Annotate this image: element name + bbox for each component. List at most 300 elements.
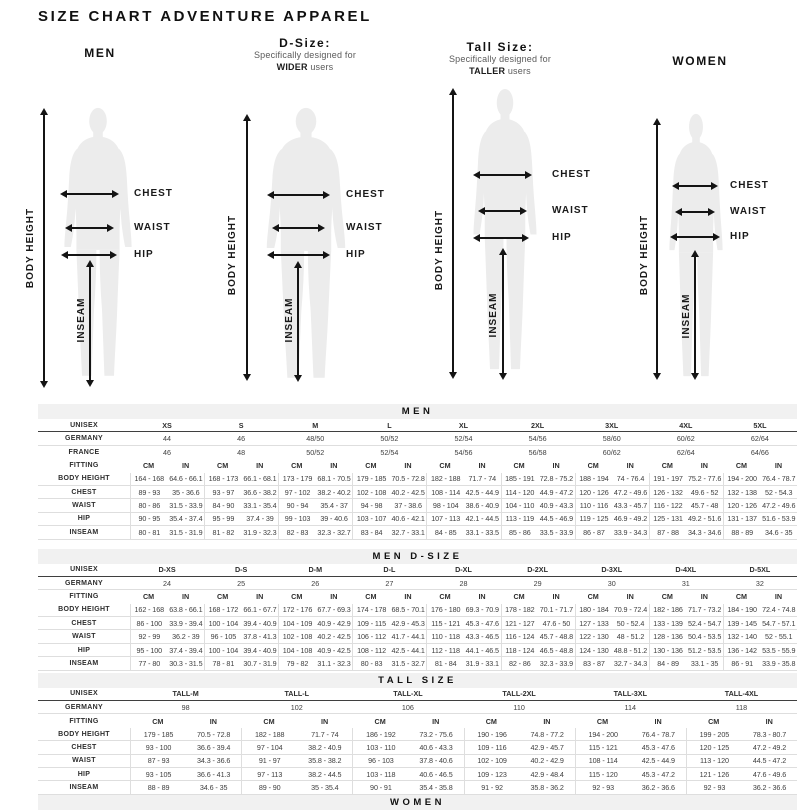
cm-value: 120 - 126 — [727, 501, 757, 511]
in-value: 33.1 - 35 — [690, 658, 719, 668]
value-group — [575, 604, 649, 616]
cm-value: 199 - 205 — [699, 729, 730, 739]
value-group — [501, 499, 575, 511]
in-value: 51.6 - 53.9 — [762, 514, 796, 524]
figure-heading-d-size — [235, 36, 375, 73]
cm-value: 87 - 93 — [147, 756, 170, 766]
value-group — [352, 499, 426, 511]
size-header-xs: XS — [162, 420, 172, 430]
men-row-hip — [38, 513, 797, 526]
in-value: 40.2 - 42.5 — [317, 632, 351, 642]
cm-value: 93 - 100 — [145, 742, 172, 752]
d-size-waist-arrow — [274, 227, 323, 229]
in-value: 37.8 - 41.3 — [243, 632, 277, 642]
cm-value: 80 - 81 — [138, 527, 161, 537]
row-label-inseam: INSEAM — [69, 659, 99, 667]
value-group — [241, 781, 352, 793]
meta-value: 114 — [624, 702, 636, 712]
unit-cm: CM — [596, 716, 609, 726]
unit-in: IN — [209, 716, 217, 726]
size-header-tall-2xl: TALL-2XL — [502, 689, 536, 699]
cm-value: 97 - 113 — [257, 769, 283, 779]
in-value: 40.2 - 42.5 — [391, 487, 425, 497]
cm-value: 102 - 108 — [282, 632, 313, 642]
meta-value: 106 — [401, 702, 414, 712]
size-header-d-5xl: D-5XL — [749, 565, 771, 575]
value-group — [278, 630, 352, 642]
cm-value: 83 - 87 — [583, 658, 605, 668]
unit-in: IN — [552, 461, 560, 471]
in-value: 45.3 - 47.6 — [641, 742, 675, 752]
meta-value: 32 — [755, 578, 764, 588]
cm-value: 188 - 194 — [579, 474, 609, 484]
in-value: 71.7 - 74 — [311, 729, 339, 739]
men-d-size-row-inseam — [38, 657, 797, 670]
in-value: 47.2 - 49.2 — [752, 742, 787, 752]
in-value: 35.8 - 38.2 — [308, 756, 342, 766]
size-table-tall-size — [38, 673, 797, 795]
meta-value: 54/56 — [454, 447, 473, 457]
tall-waist-label: WAIST — [552, 205, 589, 216]
meta-value: 98 — [181, 702, 190, 712]
in-value: 31.5 - 31.9 — [169, 527, 203, 537]
value-group — [278, 617, 352, 629]
page-title: SIZE CHART ADVENTURE APPAREL — [38, 8, 372, 25]
cm-value: 96 - 103 — [368, 756, 394, 766]
d-size-body-height-label: BODY HEIGHT — [227, 214, 238, 296]
in-value: 31.1 - 32.3 — [317, 658, 351, 668]
in-value: 68.1 - 70.5 — [317, 474, 351, 484]
in-value: 45.7 - 48 — [690, 501, 719, 511]
men-waist-arrow — [67, 227, 112, 229]
value-group — [204, 630, 278, 642]
unit-in: IN — [700, 461, 708, 471]
in-value: 47.6 - 49.6 — [752, 769, 787, 779]
in-value: 74.8 - 77.2 — [530, 729, 564, 739]
meta-value: 48/50 — [306, 434, 325, 444]
in-value: 32.7 - 33.1 — [391, 527, 425, 537]
value-group — [575, 630, 649, 642]
value-group — [130, 617, 204, 629]
value-group — [501, 657, 575, 669]
row-label-fitting: FITTING — [69, 462, 99, 470]
value-group — [352, 513, 426, 525]
value-group — [278, 513, 352, 525]
unit-cm: CM — [263, 716, 275, 726]
size-header-d-2xl: D-2XL — [527, 565, 548, 575]
value-group — [723, 473, 797, 485]
cm-value: 182 - 186 — [653, 605, 683, 615]
value-group — [649, 513, 723, 525]
cm-value: 92 - 93 — [592, 783, 615, 793]
value-group — [278, 473, 352, 485]
unit-group — [575, 590, 649, 603]
unit-in: IN — [543, 716, 551, 726]
unit-group — [352, 714, 463, 727]
men-d-size-row-germany — [38, 577, 797, 590]
d-size-heading: D-Size: — [279, 36, 331, 50]
unit-group — [352, 590, 426, 603]
in-value: 36.2 - 36.6 — [752, 783, 787, 793]
value-group — [723, 617, 797, 629]
value-group — [575, 728, 686, 740]
cm-value: 92 - 99 — [138, 632, 161, 642]
tall-size-row-unisex — [38, 688, 797, 701]
unit-cm: CM — [708, 716, 720, 726]
value-group — [278, 657, 352, 669]
unit-group — [426, 590, 500, 603]
value-group — [352, 526, 426, 538]
value-group — [649, 526, 723, 538]
unit-group — [352, 459, 426, 472]
row-label-hip: HIP — [77, 646, 91, 654]
tall-size-row-waist — [38, 755, 797, 768]
value-group — [686, 741, 797, 753]
in-value: 66.1 - 67.7 — [243, 605, 277, 615]
value-group — [575, 486, 649, 498]
value-group — [130, 630, 204, 642]
value-group — [575, 741, 686, 753]
unit-in: IN — [626, 461, 634, 471]
value-group — [204, 617, 278, 629]
size-header-tall-3xl: TALL-3XL — [613, 689, 647, 699]
in-value: 72.4 - 74.8 — [762, 605, 796, 615]
in-value: 33.9 - 39.4 — [169, 618, 203, 628]
value-group — [686, 768, 797, 780]
men-row-waist — [38, 499, 797, 512]
value-group — [501, 473, 575, 485]
value-group — [575, 513, 649, 525]
in-value: 39.4 - 40.9 — [243, 618, 277, 628]
in-value: 35.8 - 36.2 — [530, 783, 564, 793]
meta-value: 110 — [513, 702, 525, 712]
in-value: 35 - 35.4 — [311, 783, 339, 793]
in-value: 42.5 - 44.9 — [465, 487, 499, 497]
women-chest-arrow — [674, 185, 716, 187]
d-size-chest-arrow — [269, 194, 328, 196]
size-header-tall-xl: TALL-XL — [393, 689, 423, 699]
cm-value: 132 - 138 — [727, 487, 757, 497]
unit-group — [278, 459, 352, 472]
in-value: 32.3 - 33.9 — [539, 658, 574, 668]
cm-value: 89 - 93 — [138, 487, 161, 497]
unit-cm: CM — [661, 592, 673, 602]
meta-value: 60/62 — [602, 447, 621, 457]
unit-in: IN — [320, 716, 329, 726]
unit-cm: CM — [291, 461, 303, 471]
cm-value: 90 - 95 — [138, 514, 161, 524]
cm-value: 84 - 90 — [212, 501, 235, 511]
cm-value: 93 - 97 — [212, 487, 235, 497]
value-group — [204, 513, 278, 525]
cm-value: 185 - 191 — [505, 474, 535, 484]
cm-value: 112 - 118 — [431, 645, 460, 655]
cm-value: 91 - 92 — [481, 783, 503, 793]
meta-value: 29 — [533, 578, 542, 588]
value-group — [204, 526, 278, 538]
tall-size-row-body-height — [38, 728, 797, 741]
row-label-unisex: UNISEX — [70, 421, 98, 429]
unit-cm: CM — [587, 461, 599, 471]
cm-value: 87 - 88 — [657, 527, 679, 537]
size-header-tall-m: TALL-M — [172, 689, 199, 699]
in-value: 33.9 - 34.3 — [613, 527, 648, 537]
size-header-d-l: D-L — [383, 565, 396, 575]
value-group — [723, 644, 797, 656]
size-header-d-m: D-M — [308, 565, 323, 575]
cm-value: 174 - 178 — [356, 605, 387, 615]
value-group — [723, 604, 797, 616]
d-size-subtitle-bold: WIDER — [276, 61, 308, 72]
tall-body-height-label: BODY HEIGHT — [434, 209, 445, 291]
meta-value: 46 — [237, 434, 246, 444]
cm-value: 179 - 185 — [356, 474, 387, 484]
value-group — [649, 657, 723, 669]
cm-value: 95 - 100 — [136, 645, 163, 655]
cm-value: 116 - 122 — [653, 501, 683, 511]
unit-in: IN — [700, 592, 708, 602]
cm-value: 80 - 83 — [360, 658, 383, 668]
cm-value: 164 - 168 — [134, 474, 165, 484]
in-value: 39.4 - 40.9 — [243, 645, 277, 655]
size-header-d-s: D-S — [234, 565, 248, 575]
cm-value: 99 - 103 — [284, 514, 311, 524]
meta-value: 56/58 — [528, 447, 547, 457]
in-value: 35 - 36.6 — [172, 487, 200, 497]
women-heading: WOMEN — [672, 54, 728, 68]
in-value: 70.5 - 72.8 — [197, 729, 231, 739]
in-value: 33.1 - 35.4 — [243, 501, 277, 511]
value-group — [278, 486, 352, 498]
unit-group — [464, 714, 575, 727]
unit-in: IN — [626, 592, 634, 602]
value-group — [723, 486, 797, 498]
in-value: 37.4 - 39 — [246, 514, 274, 524]
unit-in: IN — [256, 461, 264, 471]
tall-waist-arrow — [480, 210, 525, 212]
unit-group — [426, 459, 500, 472]
in-value: 40.9 - 42.9 — [317, 618, 351, 628]
row-label-body-height: BODY HEIGHT — [58, 475, 110, 483]
in-value: 46.5 - 48.8 — [539, 645, 574, 655]
men-chest-arrow — [62, 193, 117, 195]
men-d-size-row-body-height — [38, 604, 797, 617]
value-group — [464, 781, 575, 793]
in-value: 50 - 52.4 — [616, 618, 645, 628]
meta-value: 50/52 — [380, 434, 399, 444]
size-header-xl: XL — [458, 420, 469, 430]
cm-value: 83 - 84 — [360, 527, 383, 537]
unit-in: IN — [774, 592, 783, 602]
men-d-size-row-waist — [38, 630, 797, 643]
value-group — [130, 657, 204, 669]
meta-value: 118 — [735, 702, 748, 712]
cm-value: 97 - 104 — [256, 742, 283, 752]
in-value: 31.9 - 33.1 — [465, 658, 499, 668]
value-group — [204, 473, 278, 485]
unit-cm: CM — [485, 716, 497, 726]
in-value: 40.6 - 46.5 — [419, 769, 453, 779]
in-value: 54.7 - 57.1 — [762, 618, 796, 628]
cm-value: 114 - 120 — [505, 487, 535, 497]
cm-value: 190 - 196 — [477, 729, 507, 739]
value-group — [241, 728, 352, 740]
cm-value: 81 - 82 — [212, 527, 235, 537]
in-value: 38.6 - 40.9 — [465, 501, 499, 511]
in-value: 67.7 - 69.3 — [317, 605, 351, 615]
in-value: 64.6 - 66.1 — [169, 474, 203, 484]
in-value: 76.4 - 78.7 — [641, 729, 675, 739]
size-header-d-xl: D-XL — [455, 565, 472, 575]
cm-value: 104 - 109 — [282, 618, 313, 628]
women-waist-label: WAIST — [730, 206, 767, 217]
size-header-2xl: 2XL — [531, 420, 545, 430]
cm-value: 113 - 120 — [699, 756, 729, 766]
men-body-height-label: BODY HEIGHT — [25, 207, 36, 289]
in-value: 34.6 - 35 — [199, 783, 228, 793]
unit-in: IN — [478, 461, 486, 471]
row-label-inseam: INSEAM — [69, 784, 99, 792]
in-value: 37.8 - 40.6 — [419, 756, 453, 766]
cm-value: 115 - 121 — [431, 618, 461, 628]
men-heading: MEN — [84, 46, 116, 60]
figure-heading-women — [655, 54, 745, 68]
cm-value: 102 - 109 — [477, 756, 507, 766]
in-value: 47.2 - 49.6 — [762, 501, 796, 511]
in-value: 52.4 - 54.7 — [687, 618, 722, 628]
unit-group — [204, 590, 278, 603]
unit-in: IN — [404, 592, 412, 602]
value-group — [575, 657, 649, 669]
table-title-men: MEN — [38, 404, 797, 419]
cm-value: 162 - 168 — [134, 605, 165, 615]
value-group — [204, 657, 278, 669]
in-value: 42.9 - 48.4 — [530, 769, 564, 779]
cm-value: 96 - 105 — [210, 632, 237, 642]
cm-value: 132 - 140 — [727, 632, 757, 642]
value-group — [501, 604, 575, 616]
in-value: 42.9 - 45.3 — [391, 618, 425, 628]
cm-value: 194 - 200 — [727, 474, 757, 484]
in-value: 40.2 - 42.9 — [530, 756, 564, 766]
value-group — [464, 755, 575, 767]
cm-value: 194 - 200 — [588, 729, 618, 739]
unit-cm: CM — [291, 592, 303, 602]
cm-value: 182 - 188 — [254, 729, 285, 739]
men-chest-label: CHEST — [134, 188, 173, 199]
in-value: 76.4 - 78.7 — [762, 474, 796, 484]
unit-in: IN — [765, 716, 773, 726]
unit-in: IN — [432, 716, 440, 726]
size-header-d-3xl: D-3XL — [601, 565, 623, 575]
value-group — [649, 473, 723, 485]
in-value: 31.5 - 33.9 — [169, 501, 203, 511]
cm-value: 100 - 104 — [208, 645, 239, 655]
in-value: 45.3 - 47.6 — [465, 618, 499, 628]
unit-in: IN — [330, 592, 338, 602]
value-group — [130, 499, 204, 511]
men-row-body-height — [38, 473, 797, 486]
d-size-subtitle-line1: Specifically designed for — [253, 50, 357, 60]
cm-value: 119 - 125 — [579, 514, 609, 524]
men-inseam-label: INSEAM — [76, 297, 87, 343]
men-d-size-row-chest — [38, 617, 797, 630]
cm-value: 93 - 105 — [145, 769, 172, 779]
cm-value: 121 - 127 — [505, 618, 535, 628]
cm-value: 109 - 116 — [477, 742, 507, 752]
unit-group — [686, 714, 797, 727]
row-label-body-height: BODY HEIGHT — [58, 606, 110, 614]
cm-value: 182 - 188 — [430, 474, 461, 484]
tall-size-row-chest — [38, 741, 797, 754]
size-table-men — [38, 404, 797, 540]
women-chest-label: CHEST — [730, 180, 769, 191]
men-inseam-arrow — [89, 262, 91, 385]
men-row-france — [38, 446, 797, 459]
in-value: 53.5 - 55.9 — [762, 645, 796, 655]
unit-cm: CM — [217, 461, 229, 471]
in-value: 49.2 - 51.6 — [687, 514, 722, 524]
cm-value: 136 - 142 — [727, 645, 757, 655]
in-value: 35.4 - 37.4 — [169, 514, 203, 524]
tall-size-subtitle-line1: Specifically designed for — [448, 54, 552, 64]
value-group — [464, 741, 575, 753]
value-group — [426, 617, 500, 629]
value-group — [501, 486, 575, 498]
cm-value: 108 - 114 — [431, 487, 461, 497]
unit-cm: CM — [374, 716, 386, 726]
cm-value: 77 - 80 — [138, 658, 161, 668]
meta-value: 54/56 — [528, 434, 547, 444]
size-header-5xl: 5XL — [753, 420, 767, 430]
value-group — [204, 486, 278, 498]
meta-value: 25 — [237, 578, 246, 588]
value-group — [501, 617, 575, 629]
row-label-body-height: BODY HEIGHT — [58, 730, 110, 738]
unit-cm: CM — [439, 592, 451, 602]
meta-value: 44 — [163, 434, 172, 444]
in-value: 47.2 - 49.6 — [613, 487, 648, 497]
cm-value: 127 - 133 — [579, 618, 609, 628]
unit-cm: CM — [365, 592, 377, 602]
row-label-france: FRANCE — [68, 448, 100, 456]
tall-size-heading: Tall Size: — [466, 40, 534, 54]
in-value: 42.1 - 44.5 — [465, 514, 499, 524]
row-label-germany: GERMANY — [65, 435, 103, 443]
value-group — [426, 513, 500, 525]
row-label-unisex: UNISEX — [70, 690, 98, 698]
in-value: 34.3 - 34.6 — [687, 527, 722, 537]
women-waist-arrow — [677, 211, 713, 213]
tall-hip-arrow — [475, 237, 527, 239]
women-inseam-arrow — [694, 252, 696, 378]
row-label-chest: CHEST — [71, 743, 97, 751]
unit-cm: CM — [513, 592, 525, 602]
cm-value: 168 - 172 — [208, 605, 239, 615]
in-value: 45.7 - 48.8 — [539, 632, 574, 642]
cm-value: 107 - 113 — [431, 514, 461, 524]
value-group — [278, 499, 352, 511]
cm-value: 97 - 102 — [284, 487, 311, 497]
cm-value: 78 - 81 — [212, 658, 235, 668]
men-body-silhouette — [50, 106, 146, 390]
unit-cm: CM — [735, 461, 747, 471]
value-group — [426, 486, 500, 498]
in-value: 42.9 - 45.7 — [530, 742, 564, 752]
unit-cm: CM — [587, 592, 599, 602]
in-value: 31.9 - 32.3 — [243, 527, 277, 537]
in-value: 49.6 - 52 — [690, 487, 719, 497]
